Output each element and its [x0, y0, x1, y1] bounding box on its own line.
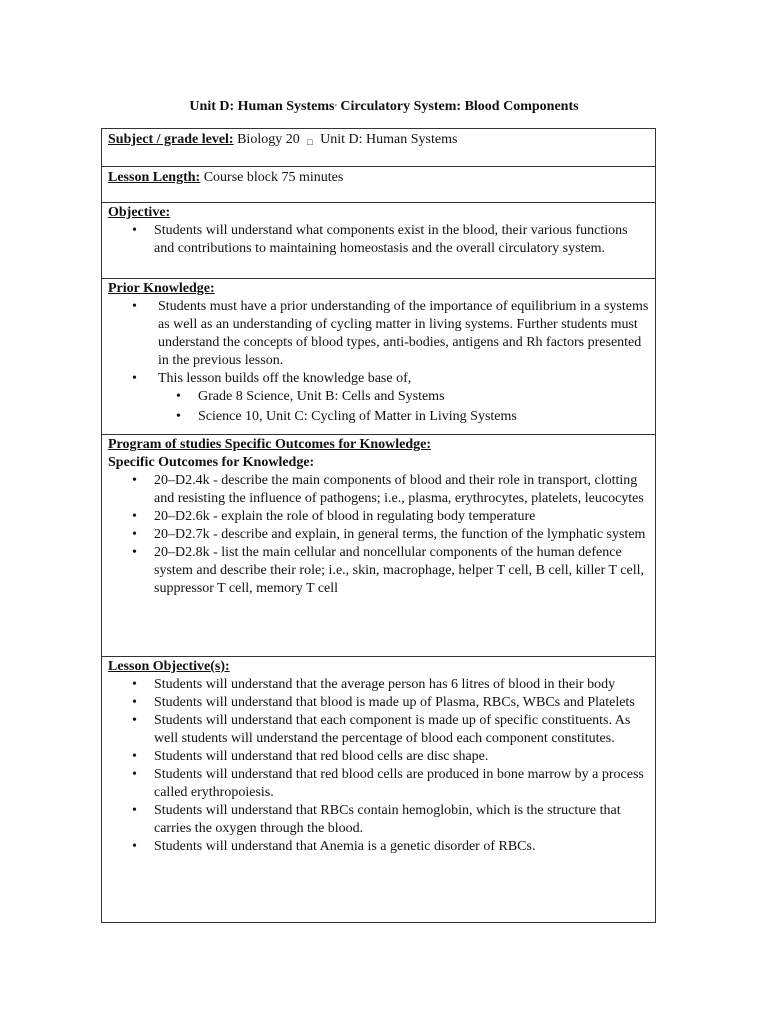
program-item: • 20–D2.4k - describe the main components of blood and their role in transport, clotting and resisting the influence of pathogens; i.e., plasma, erythrocytes, platelets, leucocytes: [108, 472, 649, 508]
lesson-objectives-list: [108, 676, 649, 856]
program-item: • 20–D2.8k - list the main cellular and noncellular components of the human defence system and describe their role; i.e., skin, macrophage, helper T cell, B cell, killer T cell, suppressor T cell, memory T cell: [108, 544, 649, 598]
prior-label: Prior Knowledge:: [108, 281, 215, 296]
subject-label: Subject / grade level:: [108, 132, 234, 147]
row-program-outcomes: [102, 435, 656, 657]
title-right: Circulatory System: Blood Components: [340, 99, 579, 114]
lesson-objective-item: • Students will understand that the average person has 6 litres of blood in their body: [108, 676, 649, 694]
subject-value-a: Biology 20: [237, 132, 300, 147]
prior-list: [108, 298, 649, 388]
cell-length: [102, 167, 656, 203]
prior-item: • Students must have a prior understanding of the importance of equilibrium in a systems as well as an understanding of cycling matter in living systems. Further students must understand the concepts of blood types, anti-bodies, antigens and Rh factors presented in the previous lesson.: [108, 298, 649, 370]
row-objective: [102, 203, 656, 279]
cell-subject: [102, 129, 656, 167]
lesson-objective-item: • Students will understand that RBCs contain hemoglobin, which is the structure that carries the oxygen through the blood.: [108, 802, 649, 838]
length-label: Lesson Length:: [108, 170, 201, 185]
cell-program-outcomes: [102, 435, 656, 657]
lesson-objectives-label: Lesson Objective(s):: [108, 659, 230, 674]
lesson-objective-item: • Students will understand that red blood cells are produced in bone marrow by a process called erythropoiesis.: [108, 766, 649, 802]
program-list: [108, 472, 649, 598]
lesson-objective-item: • Students will understand that red blood cells are disc shape.: [108, 748, 649, 766]
row-subject: [102, 129, 656, 167]
program-sublabel: Specific Outcomes for Knowledge:: [108, 455, 315, 470]
program-item: • 20–D2.6k - explain the role of blood in regulating body temperature: [108, 508, 649, 526]
row-lesson-objectives: [102, 657, 656, 923]
cell-lesson-objectives: [102, 657, 656, 923]
document-title: [0, 94, 768, 115]
prior-item: • This lesson builds off the knowledge base of,: [108, 370, 649, 388]
title-left: Unit D: Human Systems: [189, 99, 335, 114]
lesson-objective-item: • Students will understand that each component is made up of specific constituents. As well students will understand the percentage of blood each component constitutes.: [108, 712, 649, 748]
objective-list: [108, 222, 649, 258]
row-length: [102, 167, 656, 203]
subject-value-b: Unit D: Human Systems: [320, 132, 458, 147]
title-separator: ⸲: [334, 97, 337, 107]
row-prior-knowledge: [102, 279, 656, 435]
lesson-objective-item: • Students will understand that blood is made up of Plasma, RBCs, WBCs and Platelets: [108, 694, 649, 712]
lesson-objective-item: • Students will understand that Anemia is a genetic disorder of RBCs.: [108, 838, 649, 856]
program-label: Program of studies Specific Outcomes for Knowledge:: [108, 437, 431, 452]
cell-objective: [102, 203, 656, 279]
cell-prior-knowledge: [102, 279, 656, 435]
program-item: • 20–D2.7k - describe and explain, in general terms, the function of the lymphatic system: [108, 526, 649, 544]
objective-label: Objective:: [108, 205, 171, 220]
length-value: Course block 75 minutes: [203, 170, 344, 185]
prior-sub-list: [108, 388, 649, 426]
subject-separator-icon: □: [307, 137, 313, 147]
prior-sub-item: • Grade 8 Science, Unit B: Cells and Systems: [108, 388, 649, 406]
prior-sub-item: • Science 10, Unit C: Cycling of Matter in Living Systems: [108, 408, 649, 426]
lesson-plan-table: [101, 128, 656, 923]
objective-item: • Students will understand what components exist in the blood, their various functions and contributions to maintaining homeostasis and the overall circulatory system.: [108, 222, 649, 258]
